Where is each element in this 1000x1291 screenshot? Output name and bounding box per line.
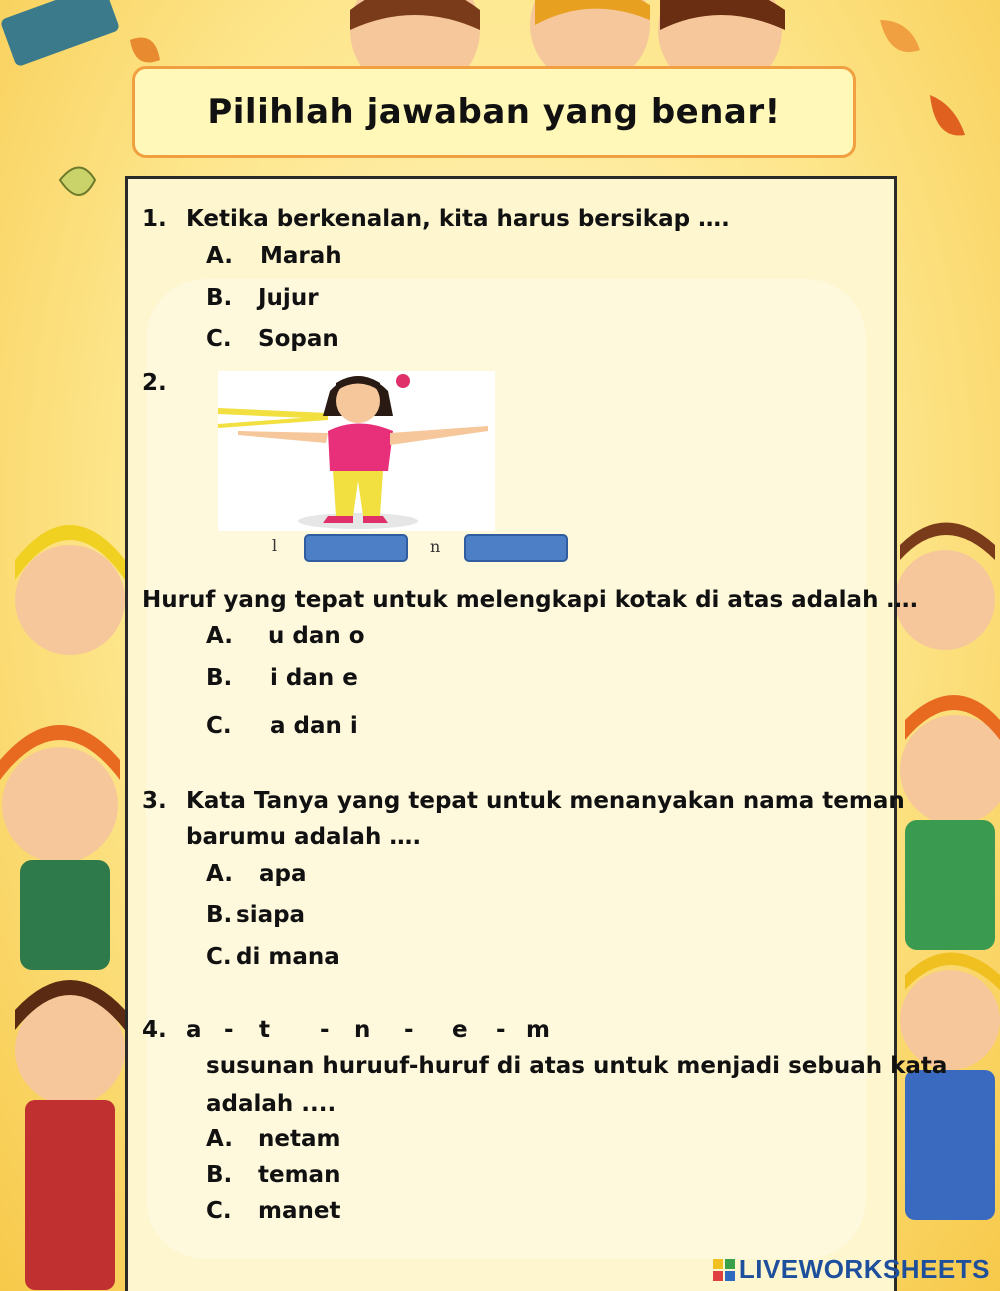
liveworksheets-logo-icon (713, 1259, 735, 1281)
q2-option-c-letter: C. (206, 713, 232, 739)
q3-option-a-letter: A. (206, 861, 233, 887)
q4-number: 4. (142, 1017, 167, 1043)
watermark-text: LIVEWORKSHEETS (738, 1254, 990, 1284)
q4-option-b-letter: B. (206, 1162, 233, 1188)
q1-option-c-letter: C. (206, 326, 232, 352)
q4-option-c[interactable]: manet (258, 1198, 341, 1224)
q3-text-line1: Kata Tanya yang tepat untuk menanyakan nama teman (186, 788, 905, 814)
q1-option-a-letter: A. (206, 243, 233, 269)
q4-letter-4: e (452, 1017, 468, 1043)
q3-option-b-letter: B. (206, 902, 233, 928)
q2-word-letter-l: l (272, 536, 278, 555)
liveworksheets-watermark (713, 1254, 990, 1285)
q1-option-b-letter: B. (206, 285, 233, 311)
q4-text-line1: susunan huruuf-huruf di atas untuk menjadi sebuah kata (206, 1053, 948, 1079)
worksheet-panel (125, 176, 897, 1291)
q3-text-line2: barumu adalah …. (186, 824, 422, 850)
q4-letter-5: m (526, 1017, 550, 1043)
q2-option-c[interactable]: a dan i (270, 713, 358, 739)
q2-option-a-letter: A. (206, 623, 233, 649)
q1-option-b[interactable]: Jujur (258, 285, 319, 311)
q4-option-c-letter: C. (206, 1198, 232, 1224)
q2-option-b[interactable]: i dan e (270, 665, 358, 691)
q4-option-a[interactable]: netam (258, 1126, 341, 1152)
page-title: Pilihlah jawaban yang benar! (207, 92, 781, 132)
q4-dash-4: - (496, 1017, 506, 1043)
q2-option-b-letter: B. (206, 665, 233, 691)
q4-letter-2: t (259, 1017, 270, 1043)
q2-number: 2. (142, 370, 167, 396)
q4-dash-2: - (320, 1017, 330, 1043)
q4-option-a-letter: A. (206, 1126, 233, 1152)
q1-text: Ketika berkenalan, kita harus bersikap …. (186, 206, 730, 232)
q1-number: 1. (142, 206, 167, 232)
girl-illustration (218, 371, 495, 531)
q4-dash-3: - (404, 1017, 414, 1043)
title-banner (132, 66, 856, 158)
q2-word-letter-n: n (430, 537, 441, 556)
q3-option-c-letter: C. (206, 944, 232, 970)
q4-letter-1: a (186, 1017, 202, 1043)
q2-text: Huruf yang tepat untuk melengkapi kotak di atas adalah …. (142, 587, 919, 613)
q3-number: 3. (142, 788, 167, 814)
q4-dash-1: - (224, 1017, 234, 1043)
q3-option-c[interactable]: di mana (236, 944, 340, 970)
q2-option-a[interactable]: u dan o (268, 623, 365, 649)
q1-option-c[interactable]: Sopan (258, 326, 339, 352)
q4-option-b[interactable]: teman (258, 1162, 341, 1188)
q1-option-a[interactable]: Marah (260, 243, 342, 269)
q2-blank-box-2[interactable] (464, 534, 568, 562)
q3-option-a[interactable]: apa (259, 861, 307, 887)
q3-option-b[interactable]: siapa (236, 902, 306, 928)
q2-blank-box-1[interactable] (304, 534, 408, 562)
q4-text-line2: adalah .... (206, 1091, 337, 1117)
q4-letter-3: n (354, 1017, 371, 1043)
